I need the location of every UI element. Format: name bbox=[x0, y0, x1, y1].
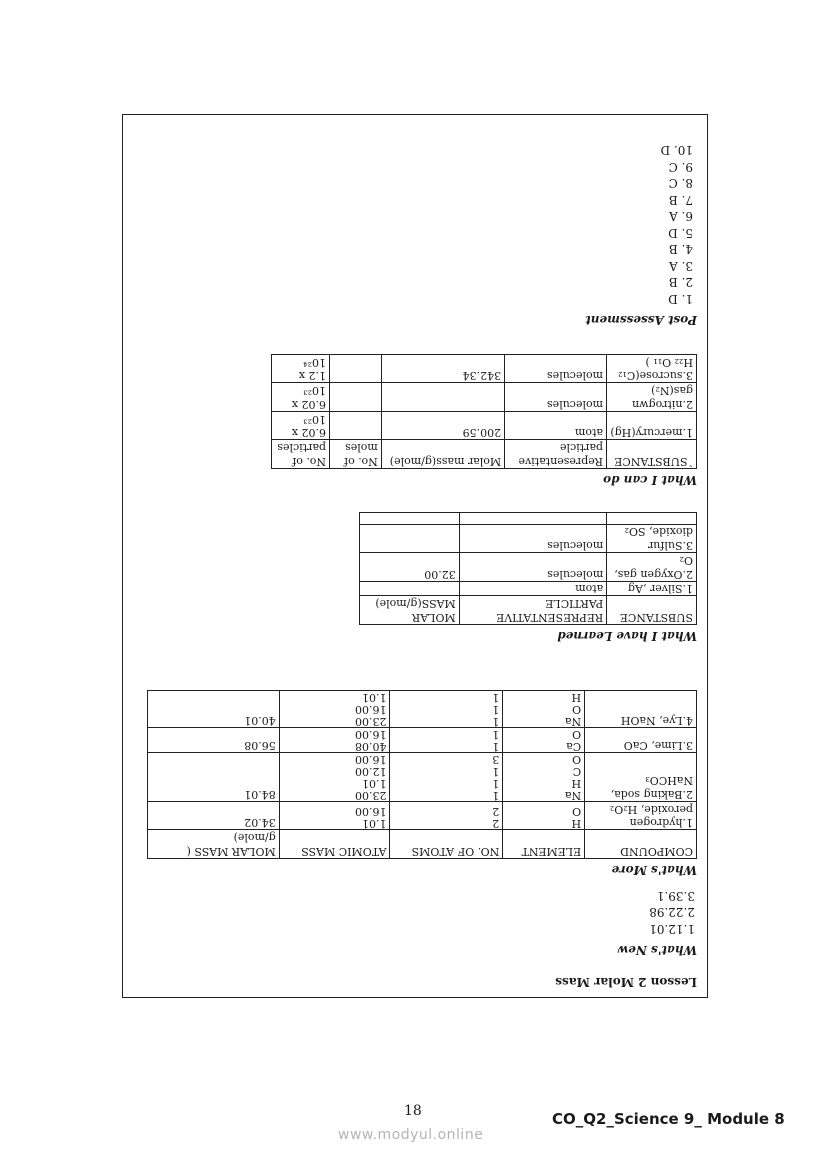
element-symbol: O bbox=[572, 703, 582, 716]
substance-table bbox=[359, 512, 697, 625]
table-row bbox=[272, 412, 697, 441]
molar-mass-value: 40.01 bbox=[148, 691, 280, 728]
atom-count: 1 bbox=[492, 715, 500, 728]
particle-cell: molecules bbox=[459, 524, 606, 553]
whats-new-item: 1.12.01 bbox=[649, 922, 695, 936]
compound-name: 3.Lime, CaO bbox=[585, 728, 697, 753]
atomic-mass: 12.00 bbox=[354, 765, 387, 778]
particles-cell: 6.02 x 10²³ bbox=[272, 412, 330, 441]
substance-cell: 3.Sulfur dioxide, SO₂ bbox=[607, 524, 697, 553]
post-assessment-heading: Post Assessment bbox=[585, 313, 697, 327]
atom-count: 3 bbox=[492, 753, 500, 766]
atom-count: 1 bbox=[492, 765, 500, 778]
answer-item: 9. C bbox=[668, 160, 693, 174]
atomic-mass: 1.01 bbox=[361, 691, 387, 704]
atom-count: 1 bbox=[492, 740, 500, 753]
molar-mass-value: 56.08 bbox=[148, 728, 280, 753]
element-symbol: Na bbox=[564, 715, 582, 728]
molar-mass-cell: 200.59 bbox=[381, 412, 504, 441]
atomic-mass: 23.00 bbox=[354, 715, 387, 728]
answer-item: 4. B bbox=[668, 242, 693, 257]
col-header-molar-mass: MOLAR MASS(g/mole) bbox=[360, 596, 460, 625]
post-assessment-list bbox=[660, 142, 693, 307]
lesson-title: Lesson 2 Molar Mass bbox=[555, 975, 697, 989]
particle-cell: molecules bbox=[505, 355, 607, 384]
answer-item: 7. B bbox=[668, 193, 693, 207]
col-header-substance: SUBSTANCE bbox=[607, 596, 697, 625]
col-header-atomic-mass: ATOMIC MASS bbox=[279, 830, 390, 859]
answer-item: 2. B bbox=[668, 275, 693, 290]
element-symbol: C bbox=[572, 765, 582, 778]
page-number: 18 bbox=[404, 1103, 422, 1119]
table-row bbox=[360, 512, 697, 524]
moles-cell bbox=[329, 355, 381, 384]
particle-cell: atom bbox=[505, 412, 607, 441]
particle-cell: molecules bbox=[459, 553, 606, 582]
element-symbol: O bbox=[572, 728, 582, 741]
atom-count: 2 bbox=[492, 817, 500, 831]
particle-cell bbox=[459, 512, 606, 524]
molar-mass-cell: 342.34 bbox=[381, 355, 504, 384]
col-header-moles: No. of moles bbox=[329, 440, 381, 469]
atomic-mass: 16.00 bbox=[354, 728, 387, 741]
atomic-mass: 16.00 bbox=[354, 753, 387, 766]
table-row bbox=[360, 553, 697, 582]
answer-item: 8. C bbox=[668, 176, 693, 191]
atomic-mass: 1.01 bbox=[361, 777, 387, 790]
col-header-particle: REPRESENTATIVE PARTICLE bbox=[459, 596, 606, 625]
atomic-mass: 40.08 bbox=[354, 740, 387, 753]
atomic-mass: 16.00 bbox=[354, 805, 387, 819]
atom-count: 1 bbox=[492, 691, 500, 704]
element-symbol: H bbox=[571, 817, 582, 831]
col-header-compound: COMPOUND bbox=[585, 830, 697, 859]
atom-count: 2 bbox=[492, 805, 500, 819]
element-symbol: Na bbox=[564, 789, 582, 802]
atomic-mass: 16.00 bbox=[354, 703, 387, 716]
col-header-substance: `SUBSTANCE bbox=[607, 440, 697, 469]
table-row bbox=[148, 691, 697, 728]
answer-key-frame bbox=[122, 114, 708, 998]
table-row bbox=[272, 355, 697, 384]
substance-cell: 2.nitrogwn gas(N₂) bbox=[607, 383, 697, 412]
table-row bbox=[148, 728, 697, 753]
particle-cell: molecules bbox=[505, 383, 607, 412]
whats-new-list bbox=[649, 888, 695, 938]
substance-cell: 1.mercury(Hg) bbox=[607, 412, 697, 441]
moles-cell bbox=[329, 383, 381, 412]
atom-count: 1 bbox=[492, 703, 500, 716]
particles-cell: 1.2 x 10²⁴ bbox=[272, 355, 330, 384]
element-symbol: H bbox=[571, 691, 582, 704]
atomic-mass: 1.01 bbox=[361, 817, 387, 831]
what-can-do-heading: What I can do bbox=[603, 473, 697, 487]
answer-item: 3. A bbox=[669, 259, 693, 273]
element-symbol: Ca bbox=[566, 740, 582, 753]
answer-item: 5. D bbox=[668, 226, 693, 240]
compound-name: 2.Baking soda, NaHCO₃ bbox=[585, 753, 697, 802]
molar-mass-cell bbox=[360, 512, 460, 524]
col-header-atoms: NO. OF ATOMS bbox=[390, 830, 503, 859]
molar-mass-cell bbox=[360, 581, 460, 596]
col-header-molar-mass: Molar mass(g/mole) bbox=[381, 440, 504, 469]
compound-name: 4.Lye, NaOH bbox=[585, 691, 697, 728]
watermark: www.modyul.online bbox=[338, 1127, 484, 1143]
molar-mass-cell bbox=[360, 524, 460, 553]
substance-cell: 2.Oxygen gas, O₂ bbox=[607, 553, 697, 582]
col-header-element: ELEMENT bbox=[503, 830, 585, 859]
molar-mass-table bbox=[147, 690, 697, 859]
whats-new-heading: What's New bbox=[617, 943, 697, 957]
answer-item: 1. D bbox=[668, 292, 693, 306]
molar-mass-value: 84.01 bbox=[148, 753, 280, 802]
whats-new-item: 3.39.1 bbox=[656, 889, 695, 903]
moles-cell bbox=[329, 412, 381, 441]
atom-count: 1 bbox=[492, 728, 500, 741]
col-header-molar-mass: MOLAR MASS ( g/mole) bbox=[148, 830, 280, 859]
molar-mass-value: 34.02 bbox=[148, 802, 280, 831]
element-symbol: O bbox=[572, 805, 582, 819]
module-code: CO_Q2_Science 9_ Module 8 bbox=[552, 1110, 785, 1128]
compound-name: 1.hydrogen peroxide, H₂O₂ bbox=[585, 802, 697, 831]
what-learned-heading: What I have Learned bbox=[557, 629, 697, 643]
whats-new-item: 2.22.98 bbox=[649, 905, 695, 920]
element-symbol: O bbox=[572, 753, 582, 766]
table-row bbox=[148, 802, 697, 831]
molar-mass-cell: 32.00 bbox=[360, 553, 460, 582]
element-symbol: H bbox=[571, 777, 582, 790]
molar-mass-cell bbox=[381, 383, 504, 412]
table-row bbox=[360, 581, 697, 596]
col-header-particles: No. of particles bbox=[272, 440, 330, 469]
particle-cell: atom bbox=[459, 581, 606, 596]
table-row bbox=[272, 383, 697, 412]
table-row bbox=[148, 753, 697, 802]
rotated-content bbox=[123, 115, 709, 999]
atomic-mass: 23.00 bbox=[354, 789, 387, 802]
substance-cell bbox=[607, 512, 697, 524]
substance-cell: 1.Silver ,Ag bbox=[607, 581, 697, 596]
whats-more-heading: What's More bbox=[611, 863, 697, 877]
table-row bbox=[360, 524, 697, 553]
atom-count: 1 bbox=[492, 777, 500, 790]
substance-cell: 3.sucrose(C₁₂ H₂₂ O₁₁ ) bbox=[607, 355, 697, 384]
particle-table bbox=[271, 354, 697, 469]
answer-item: 6. A bbox=[669, 209, 693, 224]
answer-item: 10. D bbox=[660, 143, 693, 158]
atom-count: 1 bbox=[492, 789, 500, 802]
particles-cell: 6.02 x 10²³ bbox=[272, 383, 330, 412]
col-header-particle: Representative particle bbox=[505, 440, 607, 469]
